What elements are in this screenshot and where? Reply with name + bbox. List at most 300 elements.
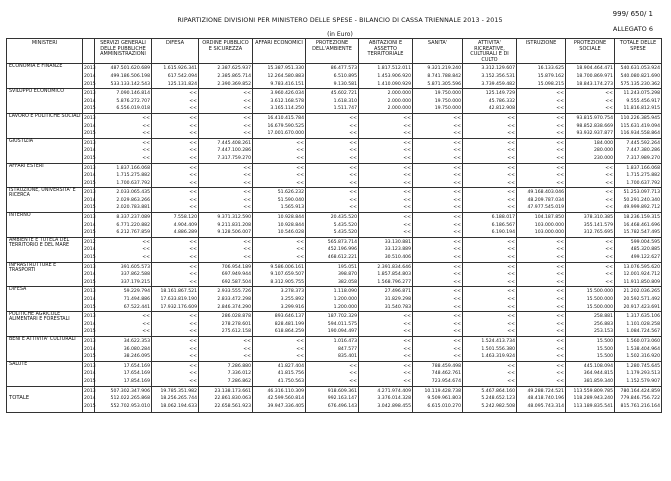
year-cell [83, 213, 95, 238]
amount-cell [359, 213, 413, 238]
amount-value: << [243, 173, 251, 179]
amount-value: 9.509.961.803 [427, 396, 461, 402]
amount-cell [306, 262, 359, 287]
amount-value: << [556, 165, 564, 171]
amount-value: 1.568.796.277 [377, 279, 411, 285]
amount-cell [152, 386, 199, 412]
amount-value: << [507, 279, 515, 285]
amount-value: 2.933.555.726 [217, 289, 251, 295]
amount-value: << [243, 205, 251, 211]
year-value: 2015 [84, 230, 96, 236]
amount-value: << [403, 363, 411, 369]
amount-value: 3.299.916 [280, 304, 304, 310]
amount-value: 499.122.627 [630, 255, 660, 261]
year-cell [83, 113, 95, 138]
amount-value: << [189, 279, 197, 285]
amount-value: << [296, 338, 304, 344]
amount-value: << [349, 155, 357, 161]
amount-value: << [453, 197, 461, 203]
year-value: 2012 [84, 239, 96, 245]
amount-value: << [556, 155, 564, 161]
amount-value: 2.391.834.646 [377, 264, 411, 270]
year-value: 2014 [84, 73, 96, 79]
amount-value: << [556, 338, 564, 344]
header-servizi-generali: SERVIZI GENERALI DELLE PUBBLICHE AMMINISTRAZIONI [95, 39, 152, 64]
amount-value: << [507, 115, 515, 121]
amount-value: 828.481.199 [274, 321, 304, 327]
amount-value: 184.000 [594, 140, 613, 146]
amount-value: << [189, 338, 197, 344]
amount-cell [95, 138, 152, 163]
amount-value: 20.917.423.691 [623, 304, 660, 310]
amount-value: << [507, 297, 515, 302]
amount-value: 15.500.000 [586, 297, 613, 302]
amount-value: 15.500 [596, 354, 613, 360]
budget-table [6, 38, 662, 413]
year-value: 2015 [84, 255, 96, 261]
year-value: 2014 [84, 321, 96, 327]
amount-value: 3.960.426.034 [270, 91, 304, 97]
amount-value: 7.286.862 [227, 378, 251, 384]
amount-value: << [189, 197, 197, 203]
amount-value: 1.463.319.924 [481, 354, 515, 360]
amount-value: << [453, 115, 461, 121]
amount-value: << [453, 131, 461, 137]
amount-cell [253, 287, 306, 312]
amount-value: 15.782.547.495 [623, 230, 660, 236]
amount-value: 918.609.361 [327, 388, 357, 394]
amount-cell [413, 386, 463, 412]
amount-value: 253.153 [594, 329, 613, 335]
amount-cell [517, 64, 566, 89]
amount-value: 692.587.504 [221, 279, 251, 285]
amount-cell [413, 213, 463, 238]
amount-value: 18.236.159.315 [623, 215, 660, 221]
amount-value: 41.827.404 [277, 363, 304, 369]
table-row [7, 138, 662, 163]
amount-cell [253, 262, 306, 287]
year-value: 2014 [84, 396, 96, 402]
amount-cell [306, 138, 359, 163]
year-cell [83, 163, 95, 188]
table-row [7, 113, 662, 138]
amount-cell [306, 163, 359, 188]
amount-cell [615, 361, 662, 386]
amount-value: << [453, 165, 461, 171]
amount-value: << [556, 304, 564, 310]
amount-value: 42.812.908 [488, 106, 515, 112]
header-protezione-ambiente: PROTEZIONE DELL'AMBIENTE [306, 39, 359, 64]
amount-value: << [556, 378, 564, 384]
amount-value: 195.051 [338, 264, 357, 270]
amount-value: 125.149.729 [485, 91, 515, 97]
amount-value: 7.336.012 [227, 371, 251, 377]
amount-value: 594.011.575 [327, 321, 357, 327]
amount-value: 1.501.556.380 [481, 346, 515, 352]
table-row [7, 64, 662, 89]
header-year [83, 39, 95, 64]
amount-value: << [507, 190, 515, 196]
amount-value: 835.401 [338, 354, 357, 360]
amount-value: 11.243.075.298 [623, 91, 660, 97]
year-value: 2014 [84, 123, 96, 129]
amount-cell [566, 312, 615, 337]
amount-value: << [349, 148, 357, 154]
amount-value: << [189, 272, 197, 278]
amount-value: 748.462.761 [431, 371, 461, 377]
amount-value: 1.715.275.882 [116, 173, 150, 179]
amount-value: << [403, 190, 411, 196]
amount-value: << [556, 297, 564, 302]
amount-cell [413, 262, 463, 287]
amount-value: << [189, 140, 197, 146]
amount-value: 59.229.794 [123, 289, 150, 295]
amount-value: 893.646.137 [274, 314, 304, 320]
amount-value: << [605, 255, 613, 261]
amount-cell [566, 237, 615, 262]
amount-cell [615, 89, 662, 114]
year-cell [83, 138, 95, 163]
amount-value: << [403, 230, 411, 236]
amount-cell [95, 89, 152, 114]
amount-value: << [349, 197, 357, 203]
amount-value: 286.028.878 [221, 314, 251, 320]
amount-value: << [556, 148, 564, 154]
amount-value: << [142, 148, 150, 154]
amount-value: 6.190.194 [491, 230, 515, 236]
amount-cell [152, 64, 199, 89]
amount-value: << [507, 131, 515, 137]
amount-value: 552.702.953.010 [110, 403, 150, 409]
amount-cell [306, 386, 359, 412]
year-value: 2013 [84, 388, 96, 394]
amount-value: << [243, 197, 251, 203]
amount-value: 49.999.892.712 [623, 205, 660, 211]
amount-value: << [349, 173, 357, 179]
amount-value: 17.633.819.190 [160, 297, 197, 302]
amount-value: << [296, 255, 304, 261]
amount-cell [615, 188, 662, 213]
ministry-name: LAVORO E POLITICHE SOCIALI [7, 113, 83, 138]
amount-value: 9.107.659.507 [270, 272, 304, 278]
amount-value: 6.212.767.859 [116, 230, 150, 236]
amount-value: 48.209.787.034 [527, 197, 564, 203]
amount-value: << [189, 314, 197, 320]
amount-value: << [507, 255, 515, 261]
amount-value: 540.080.821.690 [620, 73, 660, 79]
amount-value: << [142, 123, 150, 129]
header-difesa: DIFESA [152, 39, 199, 64]
amount-cell [615, 312, 662, 337]
amount-value: 48.095.743.314 [527, 403, 564, 409]
amount-value: << [189, 190, 197, 196]
amount-value: 378.310.385 [583, 215, 613, 221]
amount-cell [95, 188, 152, 213]
amount-cell [517, 213, 566, 238]
amount-value: << [453, 346, 461, 352]
amount-value: 5.871.305.596 [427, 81, 461, 87]
amount-value: 11.911.850.809 [623, 279, 660, 285]
amount-value: 4.271.974.409 [377, 388, 411, 394]
amount-value: << [142, 115, 150, 121]
year-value: 2015 [84, 403, 96, 409]
amount-value: << [556, 106, 564, 112]
amount-value: << [507, 165, 515, 171]
amount-value: 540.631.053.924 [620, 66, 660, 72]
amount-cell [199, 386, 253, 412]
amount-value: 1.502.316.920 [626, 354, 660, 360]
table-row [7, 163, 662, 188]
amount-value: << [349, 378, 357, 384]
amount-cell [253, 237, 306, 262]
amount-value: << [453, 239, 461, 245]
year-value: 2015 [84, 354, 96, 360]
amount-value: 779.846.756.722 [620, 396, 660, 402]
amount-value: 13.076.595.620 [623, 264, 660, 270]
amount-value: << [507, 197, 515, 203]
amount-value: << [296, 165, 304, 171]
amount-value: << [605, 98, 613, 104]
amount-value: 7.317.759.270 [217, 155, 251, 161]
amount-value: 9.128.506.007 [217, 230, 251, 236]
amount-value: << [556, 279, 564, 285]
amount-value: 2.029.863.266 [116, 197, 150, 203]
amount-value: << [403, 371, 411, 377]
amount-value: << [243, 91, 251, 97]
amount-value: << [189, 329, 197, 335]
table-row [7, 188, 662, 213]
amount-value: << [243, 354, 251, 360]
year-value: 2015 [84, 279, 96, 285]
amount-cell [517, 312, 566, 337]
amount-value: << [296, 354, 304, 360]
amount-value: 1.511.747 [333, 106, 357, 112]
amount-value: 3.042.898.455 [377, 403, 411, 409]
amount-value: << [403, 180, 411, 186]
amount-value: << [296, 140, 304, 146]
amount-value: << [556, 173, 564, 179]
amount-value: << [142, 131, 150, 137]
ministry-name: POLITICHE AGRICOLE ALIMENTARI E FORESTALI [7, 312, 83, 337]
amount-value: 355.141.579 [583, 222, 613, 228]
amount-value: 1.084.724.567 [626, 329, 660, 335]
amount-cell [517, 163, 566, 188]
amount-value: << [507, 329, 515, 335]
amount-value: << [507, 314, 515, 320]
amount-value: 1.200.000 [333, 297, 357, 302]
amount-value: 17.654.169 [123, 363, 150, 369]
amount-value: 18.062.194.633 [160, 403, 197, 409]
ministry-name: ISTRUZIONE, UNIVERSITA' E RICERCA [7, 188, 83, 213]
amount-value: 312.765.695 [583, 230, 613, 236]
amount-value: << [403, 155, 411, 161]
amount-value: 706.954.189 [221, 264, 251, 270]
amount-cell [359, 262, 413, 287]
amount-value: << [507, 289, 515, 295]
amount-cell [152, 287, 199, 312]
amount-value: << [142, 155, 150, 161]
amount-value: 51.253.097.713 [623, 190, 660, 196]
amount-cell [463, 138, 517, 163]
amount-cell [413, 188, 463, 213]
ministry-name: SVILUPPO ECONOMICO [7, 89, 83, 114]
amount-value: 15.500.000 [586, 289, 613, 295]
amount-value: 42.599.560.814 [267, 396, 304, 402]
year-cell [83, 262, 95, 287]
year-value: 2014 [84, 297, 96, 302]
amount-value: 1.618.310 [333, 98, 357, 104]
amount-value: 6.771.220.882 [116, 222, 150, 228]
amount-value: 190.094.497 [327, 329, 357, 335]
year-cell [83, 237, 95, 262]
amount-cell [306, 237, 359, 262]
amount-value: 34.622.353 [123, 338, 150, 344]
amount-cell [463, 113, 517, 138]
amount-value: 3.278.373 [280, 289, 304, 295]
amount-value: 382.058 [338, 279, 357, 285]
amount-cell [152, 113, 199, 138]
amount-value: << [189, 155, 197, 161]
amount-value: 1.565.913 [280, 205, 304, 211]
amount-cell [199, 287, 253, 312]
amount-value: << [403, 354, 411, 360]
amount-value: 23.138.173.661 [214, 388, 251, 394]
amount-value: << [403, 338, 411, 344]
year-value: 2013 [84, 338, 96, 344]
amount-cell [253, 113, 306, 138]
amount-value: << [189, 131, 197, 137]
amount-cell [517, 237, 566, 262]
amount-value: << [507, 247, 515, 253]
amount-value: << [453, 255, 461, 261]
table-row [7, 262, 662, 287]
amount-value: << [556, 289, 564, 295]
amount-value: 20.592.571.492 [623, 297, 660, 302]
amount-value: << [556, 264, 564, 270]
amount-value: 6.615.010.270 [427, 403, 461, 409]
amount-value: 51.626.232 [277, 190, 304, 196]
amount-value: << [403, 346, 411, 352]
amount-value: 1.101.028.258 [626, 321, 660, 327]
amount-value: << [142, 321, 150, 327]
amount-value: 71.494.886 [123, 297, 150, 302]
amount-value: 258.881 [594, 314, 613, 320]
amount-value: << [403, 148, 411, 154]
amount-value: 15.098.215 [537, 81, 564, 87]
amount-cell [359, 237, 413, 262]
amount-value: << [189, 115, 197, 121]
amount-value: 5.876.272.707 [116, 98, 150, 104]
amount-value: << [453, 279, 461, 285]
amount-value: << [243, 255, 251, 261]
table-row [7, 237, 662, 262]
year-value: 2013 [84, 215, 96, 221]
amount-value: << [605, 91, 613, 97]
amount-value: 22.658.561.923 [214, 403, 251, 409]
amount-value: 618.864.259 [274, 329, 304, 335]
amount-value: << [453, 230, 461, 236]
amount-value: << [507, 239, 515, 245]
amount-value: << [605, 205, 613, 211]
amount-value: << [605, 106, 613, 112]
amount-cell [413, 312, 463, 337]
amount-value: << [453, 155, 461, 161]
amount-value: 5.435.520 [333, 230, 357, 236]
ministry-name: AMBIENTE E TUTELA DEL TERRITORIO E DEL MARE [7, 237, 83, 262]
amount-value: 5.242.982.508 [481, 403, 515, 409]
table-header-row [7, 39, 662, 64]
amount-cell [253, 64, 306, 89]
amount-value: 1.179.293.513 [626, 371, 660, 377]
amount-value: << [243, 123, 251, 129]
amount-value: << [349, 190, 357, 196]
amount-value: << [403, 115, 411, 121]
year-cell [83, 361, 95, 386]
amount-value: << [189, 264, 197, 270]
amount-value: 533.133.142.543 [110, 81, 150, 87]
year-value: 2013 [84, 91, 96, 97]
amount-cell [306, 213, 359, 238]
amount-value: << [189, 371, 197, 377]
amount-value: 18.161.867.521 [160, 289, 197, 295]
amount-value: 49.288.724.521 [527, 388, 564, 394]
amount-cell [95, 237, 152, 262]
amount-cell [413, 361, 463, 386]
amount-cell [306, 287, 359, 312]
year-cell [83, 188, 95, 213]
amount-value: 8.312.905.755 [270, 279, 304, 285]
amount-value: 391.605.573 [120, 264, 150, 270]
amount-cell [463, 64, 517, 89]
header-ministeri: MINISTERI [7, 39, 83, 64]
amount-value: << [189, 255, 197, 261]
amount-value: << [189, 173, 197, 179]
amount-cell [253, 188, 306, 213]
amount-value: 468.612.221 [327, 255, 357, 261]
amount-value: 5.248.652.123 [481, 396, 515, 402]
amount-cell [413, 113, 463, 138]
amount-value: << [296, 155, 304, 161]
amount-value: << [605, 239, 613, 245]
amount-value: 9.371.312.590 [217, 215, 251, 221]
amount-value: << [453, 140, 461, 146]
amount-cell [95, 336, 152, 361]
amount-value: 9.211.831.208 [217, 222, 251, 228]
amount-value: << [453, 289, 461, 295]
amount-cell [359, 312, 413, 337]
amount-value: 275.612.158 [221, 329, 251, 335]
document-reference: 999/ 650/ 1 [612, 10, 653, 18]
year-value: 2015 [84, 106, 96, 112]
amount-value: << [403, 165, 411, 171]
year-value: 2015 [84, 155, 96, 161]
amount-value: << [453, 272, 461, 278]
amount-value: << [556, 354, 564, 360]
amount-cell [413, 237, 463, 262]
amount-cell [463, 237, 517, 262]
amount-value: << [605, 279, 613, 285]
amount-cell [615, 213, 662, 238]
amount-value: 50.291.240.340 [623, 197, 660, 203]
amount-value: 2.833.472.298 [217, 297, 251, 302]
amount-value: << [507, 371, 515, 377]
amount-value: 30.510.406 [384, 255, 411, 261]
amount-value: 93.815.970.754 [576, 115, 613, 121]
amount-cell [359, 188, 413, 213]
amount-value: 3.165.114.250 [270, 106, 304, 112]
year-value: 2013 [84, 363, 96, 369]
amount-cell [413, 64, 463, 89]
